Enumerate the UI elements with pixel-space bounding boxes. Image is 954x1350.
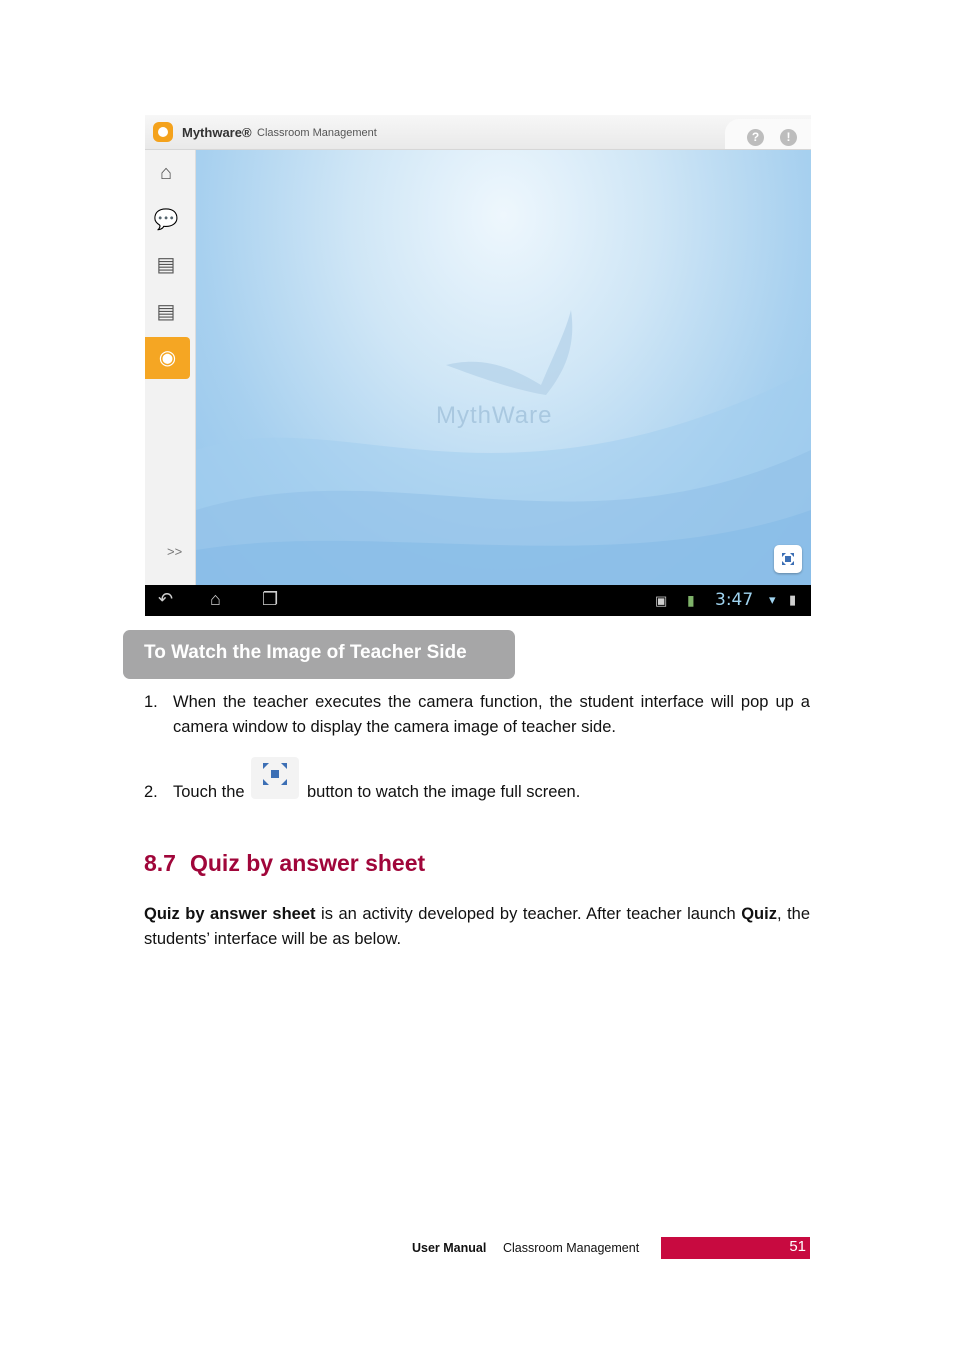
step-number: 2. — [144, 783, 158, 801]
question-icon[interactable]: ? — [747, 129, 764, 146]
app-subtitle: Classroom Management — [257, 127, 377, 139]
battery-icon: ▮ — [789, 592, 797, 607]
sidebar — [145, 150, 196, 585]
inline-fullscreen-button — [251, 757, 299, 799]
clock: 3:47 — [715, 590, 754, 610]
app-title-bar — [145, 115, 811, 150]
title-tab — [725, 119, 811, 149]
footer-page-bar — [661, 1237, 810, 1259]
document-receive-icon[interactable]: ▤ — [156, 254, 176, 276]
camera-icon[interactable]: ◉ — [145, 337, 190, 379]
mythware-wing-icon — [446, 310, 606, 400]
app-screenshot — [145, 115, 811, 616]
mythware-logo-icon — [153, 122, 173, 142]
back-icon[interactable]: ↶ — [158, 589, 174, 609]
gallery-icon: ▣ — [655, 593, 668, 608]
sidebar-more[interactable]: >> — [167, 544, 183, 559]
page-number: 51 — [789, 1238, 806, 1255]
body-text: , the students’ interface will be as below. — [144, 905, 811, 948]
fullscreen-button[interactable] — [774, 545, 802, 573]
home-icon[interactable]: ⌂ — [159, 162, 173, 184]
footer-doc: User Manual — [412, 1241, 487, 1255]
section-title: Quiz by answer sheet — [189, 850, 426, 876]
watermark-text: MythWare — [436, 402, 553, 429]
callout-title: To Watch the Image of Teacher Side — [144, 642, 467, 663]
fullscreen-icon — [774, 545, 802, 573]
section-number: 8.7 — [144, 850, 176, 876]
body-paragraph — [144, 902, 810, 952]
section-heading — [144, 850, 425, 877]
camera-window — [196, 150, 811, 585]
chat-icon[interactable]: 💬 — [153, 209, 179, 231]
wifi-icon: ▾ — [769, 592, 776, 607]
step-1 — [144, 690, 810, 740]
bold-term: Quiz — [741, 905, 777, 923]
fullscreen-icon — [251, 757, 299, 799]
home-nav-icon[interactable]: ⌂ — [210, 589, 221, 609]
step-text-after: button to watch the image full screen. — [307, 783, 581, 801]
notification-icon: ▮ — [687, 592, 695, 608]
footer-product: Classroom Management — [503, 1241, 640, 1255]
step-number: 1. — [144, 693, 158, 711]
app-brand: Mythware® — [182, 125, 252, 140]
step-text-before: Touch the — [173, 783, 245, 801]
step-2 — [144, 780, 810, 805]
document-send-icon[interactable]: ▤ — [156, 301, 176, 323]
exclamation-icon[interactable]: ! — [780, 129, 797, 146]
step-text: When the teacher executes the camera function, the student interface will pop up a camera window to display the camera image of teacher side. — [173, 693, 810, 736]
body-text: is an activity developed by teacher. After teacher launch — [315, 905, 742, 923]
android-nav-bar — [145, 585, 811, 616]
bold-term: Quiz by answer sheet — [144, 905, 316, 923]
recent-apps-icon[interactable]: ❐ — [262, 589, 279, 609]
callout-box — [123, 630, 515, 679]
